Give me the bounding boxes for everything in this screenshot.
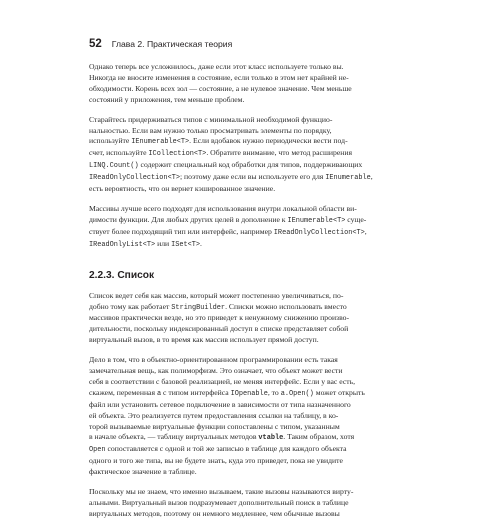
code-variable-a: a bbox=[156, 389, 162, 398]
text-line: нальностью. Если вам нужно только просматривать элементы по порядку, bbox=[89, 125, 332, 135]
text-line: одного и того же типа, вы не будете знать, куда это приведет, пока не увидите bbox=[89, 456, 343, 466]
text-line: себя в соответствии с базовой реализацией, не меняя интерфейс. Если у вас есть, bbox=[89, 376, 356, 386]
page-body bbox=[89, 62, 445, 529]
text-run: содержит специальный код обработки для типов, поддерживающих bbox=[138, 160, 363, 170]
text-run: скажем, переменная bbox=[89, 387, 157, 397]
text-run: ; поэтому даже если вы используете его для bbox=[179, 172, 326, 182]
text-line: Дело в том, что в объектно-ориентированном программировании есть такая bbox=[89, 355, 338, 365]
text-line bbox=[89, 444, 445, 456]
paragraph-virtual-calls bbox=[89, 487, 445, 520]
text-run: . bbox=[200, 238, 202, 248]
text-run: . Если вдобавок нужно периодически вести под- bbox=[189, 136, 348, 146]
text-line: Никогда не вносите изменения в состояние, если только в этом нет крайней не- bbox=[89, 72, 349, 82]
text-run: , bbox=[364, 226, 367, 236]
text-line bbox=[89, 136, 445, 148]
code-iopenable: IOpenable bbox=[230, 389, 268, 398]
text-run: . Списки можно использовать вместо bbox=[225, 301, 347, 311]
text-run: счет, используйте bbox=[89, 148, 149, 158]
text-run: используйте bbox=[89, 136, 132, 146]
code-ireadonlycollection: IReadOnlyCollection<T> bbox=[89, 174, 180, 183]
text-run: или bbox=[155, 238, 172, 248]
text-line: файл или установить сетевое подключение в зависимости от типа назначенного bbox=[89, 399, 351, 409]
code-ienumerable: IEnumerable<T> bbox=[131, 138, 190, 147]
page-header bbox=[89, 38, 232, 50]
text-line bbox=[89, 215, 445, 227]
text-line bbox=[89, 148, 445, 160]
text-line bbox=[89, 302, 445, 314]
text-run: . Таким образом, хотя bbox=[283, 432, 355, 442]
text-line bbox=[89, 388, 445, 400]
code-ireadonlycollection: IReadOnlyCollection<T> bbox=[273, 228, 365, 237]
text-line: есть вероятность, что он вернет кэшированное значение. bbox=[89, 184, 276, 194]
text-line: замечательная вещь, как полиморфизм. Это означает, что объект может вести bbox=[89, 366, 343, 376]
code-open: Open bbox=[89, 446, 106, 455]
text-line bbox=[89, 227, 445, 239]
code-iset: ISet<T> bbox=[171, 240, 201, 249]
section-heading: 2.2.3. Список bbox=[89, 269, 155, 281]
text-line: Старайтесь придерживаться типов с минимальной необходимой функцио- bbox=[89, 114, 333, 124]
text-run: добно тому как работает bbox=[89, 301, 172, 311]
code-icollection: ICollection<T> bbox=[148, 150, 207, 159]
code-linq-count: LINQ.Count() bbox=[89, 162, 139, 171]
text-run: ствует более подходящий тип или интерфейс, например bbox=[89, 226, 274, 236]
text-run: сопоставляется с одной и той же записью в таблице для каждого объекта bbox=[105, 444, 347, 454]
text-run: , bbox=[370, 172, 373, 182]
paragraph-state bbox=[89, 62, 445, 106]
text-run: . Обратите внимание, что метод расширения bbox=[206, 148, 353, 158]
text-run: суще- bbox=[345, 214, 367, 224]
code-ireadonlylist: IReadOnlyList<T> bbox=[89, 240, 156, 249]
text-line: фактическое значение в таблице. bbox=[89, 467, 197, 477]
text-line: альными. Виртуальный вызов подразумевает дополнительный поиск в таблице bbox=[89, 498, 349, 507]
text-run: с типом интерфейса bbox=[161, 387, 231, 397]
text-line: виртуальных методов, поэтому он немного медленнее, чем обычные вызовы bbox=[89, 508, 340, 518]
text-line bbox=[89, 172, 445, 184]
text-line: Массивы лучше всего подходят для использования внутри локальной области ви- bbox=[89, 203, 357, 213]
code-ienumerable: IEnumerable bbox=[325, 174, 371, 183]
text-line bbox=[89, 432, 445, 444]
text-run: в начале объекта, — таблицу виртуальных методов bbox=[89, 432, 259, 442]
text-line bbox=[89, 160, 445, 172]
code-ienumerable: IEnumerable<T> bbox=[287, 216, 346, 225]
paragraph-minimal-types bbox=[89, 115, 445, 195]
text-run: может открыть bbox=[313, 387, 365, 397]
text-run: димости функции. Для любых других целей в дополнение к bbox=[89, 214, 288, 224]
text-line: виртуальный вызов, в то время как массив использует прямой доступ. bbox=[89, 335, 319, 345]
page-number: 52 bbox=[89, 38, 102, 50]
text-line: Список ведет себя как массив, который может постепенно увеличиваться, по- bbox=[89, 290, 344, 300]
paragraph-arrays bbox=[89, 204, 445, 251]
text-run: , то bbox=[267, 387, 281, 397]
text-line: дительности, поскольку индексированный доступ в списке представляет собой bbox=[89, 324, 349, 334]
text-line: состояний у приложения, тем меньше проблем. bbox=[89, 94, 245, 104]
code-a-open: a.Open() bbox=[280, 389, 314, 398]
paragraph-polymorphism bbox=[89, 355, 445, 478]
text-line: Поскольку мы не знаем, что именно вызываем, такие вызовы называются вирту- bbox=[89, 487, 354, 497]
text-line: ей объекта. Это реализуется путем предоставления ссылки на таблицу, в ко- bbox=[89, 410, 339, 420]
code-stringbuilder: StringBuilder bbox=[171, 303, 226, 312]
chapter-title: Глава 2. Практическая теория bbox=[111, 39, 233, 49]
code-vtable: vtable bbox=[258, 434, 284, 443]
paragraph-list-intro bbox=[89, 291, 445, 347]
text-line: Однако теперь все усложнилось, даже если этот класс используете только вы. bbox=[89, 62, 344, 71]
text-line: обходимости. Корень всех зол — состояние, а не нулевое значение. Чем меньше bbox=[89, 83, 352, 93]
text-line: массивов практически везде, но это приведет к ненужному снижению произво- bbox=[89, 313, 350, 323]
text-line bbox=[89, 239, 445, 251]
text-line: торой вызываемые виртуальные функции сопоставлены с типом, указанным bbox=[89, 421, 340, 431]
